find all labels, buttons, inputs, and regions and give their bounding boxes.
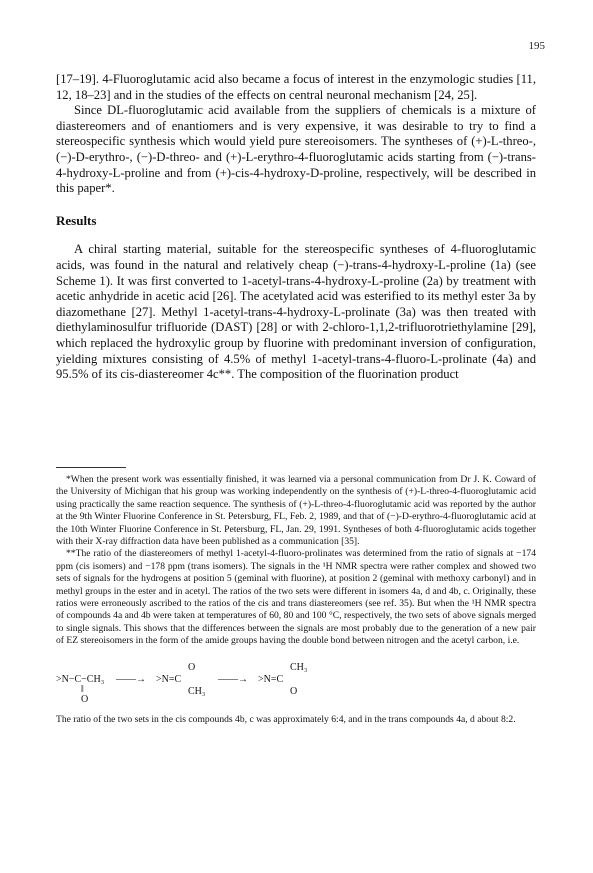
footnote-divider [56, 467, 126, 468]
scheme-isomer-z-bottom: O [290, 685, 298, 697]
scheme-oxygen: O [81, 693, 89, 705]
footnote-1: *When the present work was essentially finished, it was learned via a personal communication from Dr J. K. Coward of the University of Michigan that his group was working independently on the synthesis of (+)-L-threo-4-fluoroglutamic acid using practically the same reaction sequence. The synthesis of (+)-L-threo-4-fluoroglutamic acid was reported by the author at the 9th Winter Fluorine Conference in St. Petersburg, FL, Feb. 2, 1989, and that of (−)-D-erythro-4-fluoroglutamic acid at the 10th Winter Fluorine Conference in St. Petersburg, FL, Jan. 29, 1991. Syntheses of both 4-fluoroglutamic acids together with their X-ray diffraction data have been published as a communication [35]. [56, 474, 536, 548]
scheme-isomer-e: >N=C [156, 673, 182, 685]
paragraph-intro: Since DL-fluoroglutamic acid available from the suppliers of chemicals is a mixture of diastereomers and of enantiomers and is very expensive, it was desirable to try to find a stereospecific synthesis which would yield pure stereoisomers. The syntheses of (+)-L-threo-, (−)-D-erythro-, (−)-D-threo- and (+)-L-erythro-4-fluoroglutamic acids starting from (−)-trans-4-hydroxy-L-proline and from (+)-cis-4-hydroxy-D-proline, respectively, will be described in this paper*. [56, 103, 536, 196]
footnote-2: **The ratio of the diastereomers of methyl 1-acetyl-4-fluoro-prolinates was determined from the ratio of signals at −174 ppm (cis isomers) and −178 ppm (trans isomers). The signals in the ¹H NMR spectra were rather complex and showed two sets of signals for the hydrogens at position 5 (geminal with fluorine), at position 2 (geminal with methoxy carbonyl) and in methyl groups in the ester and in acetyl. The ratios of the two sets were different in isomers 4a, d and 4b, c. Originally, these ratios were erroneously ascribed to the ratios of the cis and trans diastereomers (see ref. 35). But when the ¹H NMR spectra of compounds 4a and 4b were taken at temperatures of 60, 80 and 100 °C, respectively, the two sets of above signals merged to single signals. This shows that the differences between the signals are most probably due to the generation of a new pair of EZ stereoisomers in the form of the amide groups having the double bond between nitrogen and the acetyl carbon, i.e. [56, 548, 536, 647]
page-number: 195 [528, 40, 545, 52]
scheme-isomer-z: >N=C [258, 673, 284, 685]
section-heading-results: Results [56, 212, 97, 228]
scheme-arrow-2: ——→ [218, 673, 248, 685]
scheme-acetamide: >N−C−CH₃ [56, 673, 105, 685]
footnote-2-conclusion: The ratio of the two sets in the cis compounds 4b, c was approximately 6:4, and in the trans compounds 4a, d about 8:2. [56, 713, 516, 725]
paragraph-continuation: [17–19]. 4-Fluoroglutamic acid also became a focus of interest in the enzymologic studies [11, 12, 18–23] and in the studies of the effects on central neuronal mechanism [24, 25]. [56, 72, 536, 102]
footnotes [56, 474, 536, 726]
scheme-isomer-e-top: O [188, 661, 196, 673]
scheme-isomer-z-top: CH₃ [290, 661, 308, 673]
main-text [56, 72, 536, 383]
scheme-double-bond: ‖ [81, 683, 84, 695]
paragraph-results: A chiral starting material, suitable for the stereospecific syntheses of 4-fluoroglutamic acids, was found in the natural and relatively cheap (−)-trans-4-hydroxy-L-proline (1a) (see Scheme 1). It was first converted to 1-acetyl-trans-4-hydroxy-L-proline (2a) by treatment with acetic anhydride in acetic acid [26]. The acetylated acid was esterified to its methyl ester 3a by diazomethane [27]. Methyl 1-acetyl-trans-4-hydroxy-L-prolinate (3a) was then treated with diethylaminosulfur trifluoride (DAST) [28] or with 2-chloro-1,1,2-trifluorotriethylamine [29], which replaced the hydroxylic group by fluorine with predominant inversion of configuration, yielding mixtures consisting of 4.5% of methyl 1-acetyl-trans-4-fluoro-L-prolinate (4a) and 95.5% of its cis-diastereomer 4c**. The composition of the fluorination product [56, 242, 536, 382]
amide-equilibrium-scheme [56, 656, 536, 708]
scheme-arrow-1: ——→ [116, 673, 146, 685]
scheme-isomer-e-bottom: CH₃ [188, 685, 206, 697]
